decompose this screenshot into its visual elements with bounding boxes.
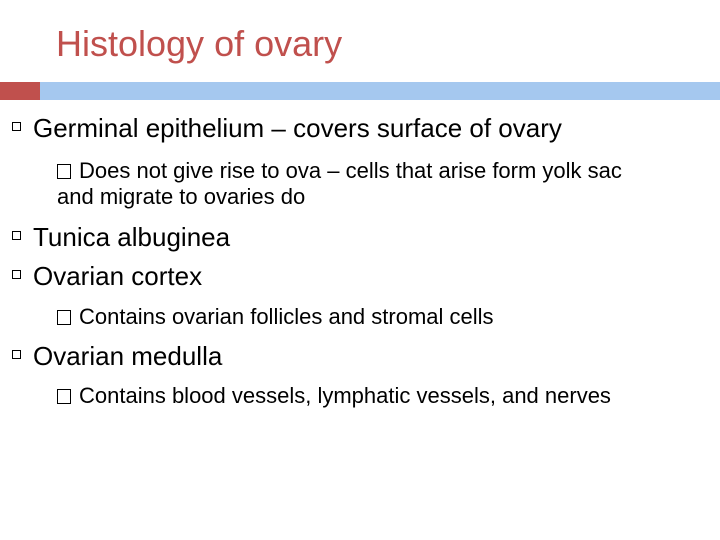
sub-bullet-text-line2: and migrate to ovaries do (57, 184, 306, 209)
sub-bullet-germinal-epithelium (57, 157, 622, 185)
sub-bullet-box-icon (57, 389, 71, 404)
bullet-text: Ovarian cortex (33, 261, 203, 291)
slide-title: Histology of ovary (56, 23, 343, 64)
bullet-text: Tunica albuginea (33, 222, 231, 252)
sub-bullet-text: Contains blood vessels, lymphatic vessels, and nerves (79, 383, 611, 408)
bullet-text: Ovarian medulla (33, 341, 223, 371)
square-bullet-icon (12, 122, 21, 131)
bullet-text: Germinal epithelium – covers surface of ovary (33, 113, 562, 143)
sub-bullet-box-icon (57, 310, 71, 325)
square-bullet-icon (12, 231, 21, 240)
sub-bullet-text-line1: Does not give rise to ova – cells that arise form yolk sac (79, 158, 622, 183)
sub-bullet-box-icon (57, 164, 71, 179)
square-bullet-icon (12, 270, 21, 279)
title-accent-block (0, 82, 40, 100)
sub-bullet-ovarian-medulla (57, 382, 611, 410)
sub-bullet-text: Contains ovarian follicles and stromal cells (79, 304, 494, 329)
sub-bullet-germinal-epithelium-continued (57, 183, 305, 211)
square-bullet-icon (12, 350, 21, 359)
sub-bullet-ovarian-cortex (57, 303, 494, 331)
title-rule (40, 82, 720, 100)
